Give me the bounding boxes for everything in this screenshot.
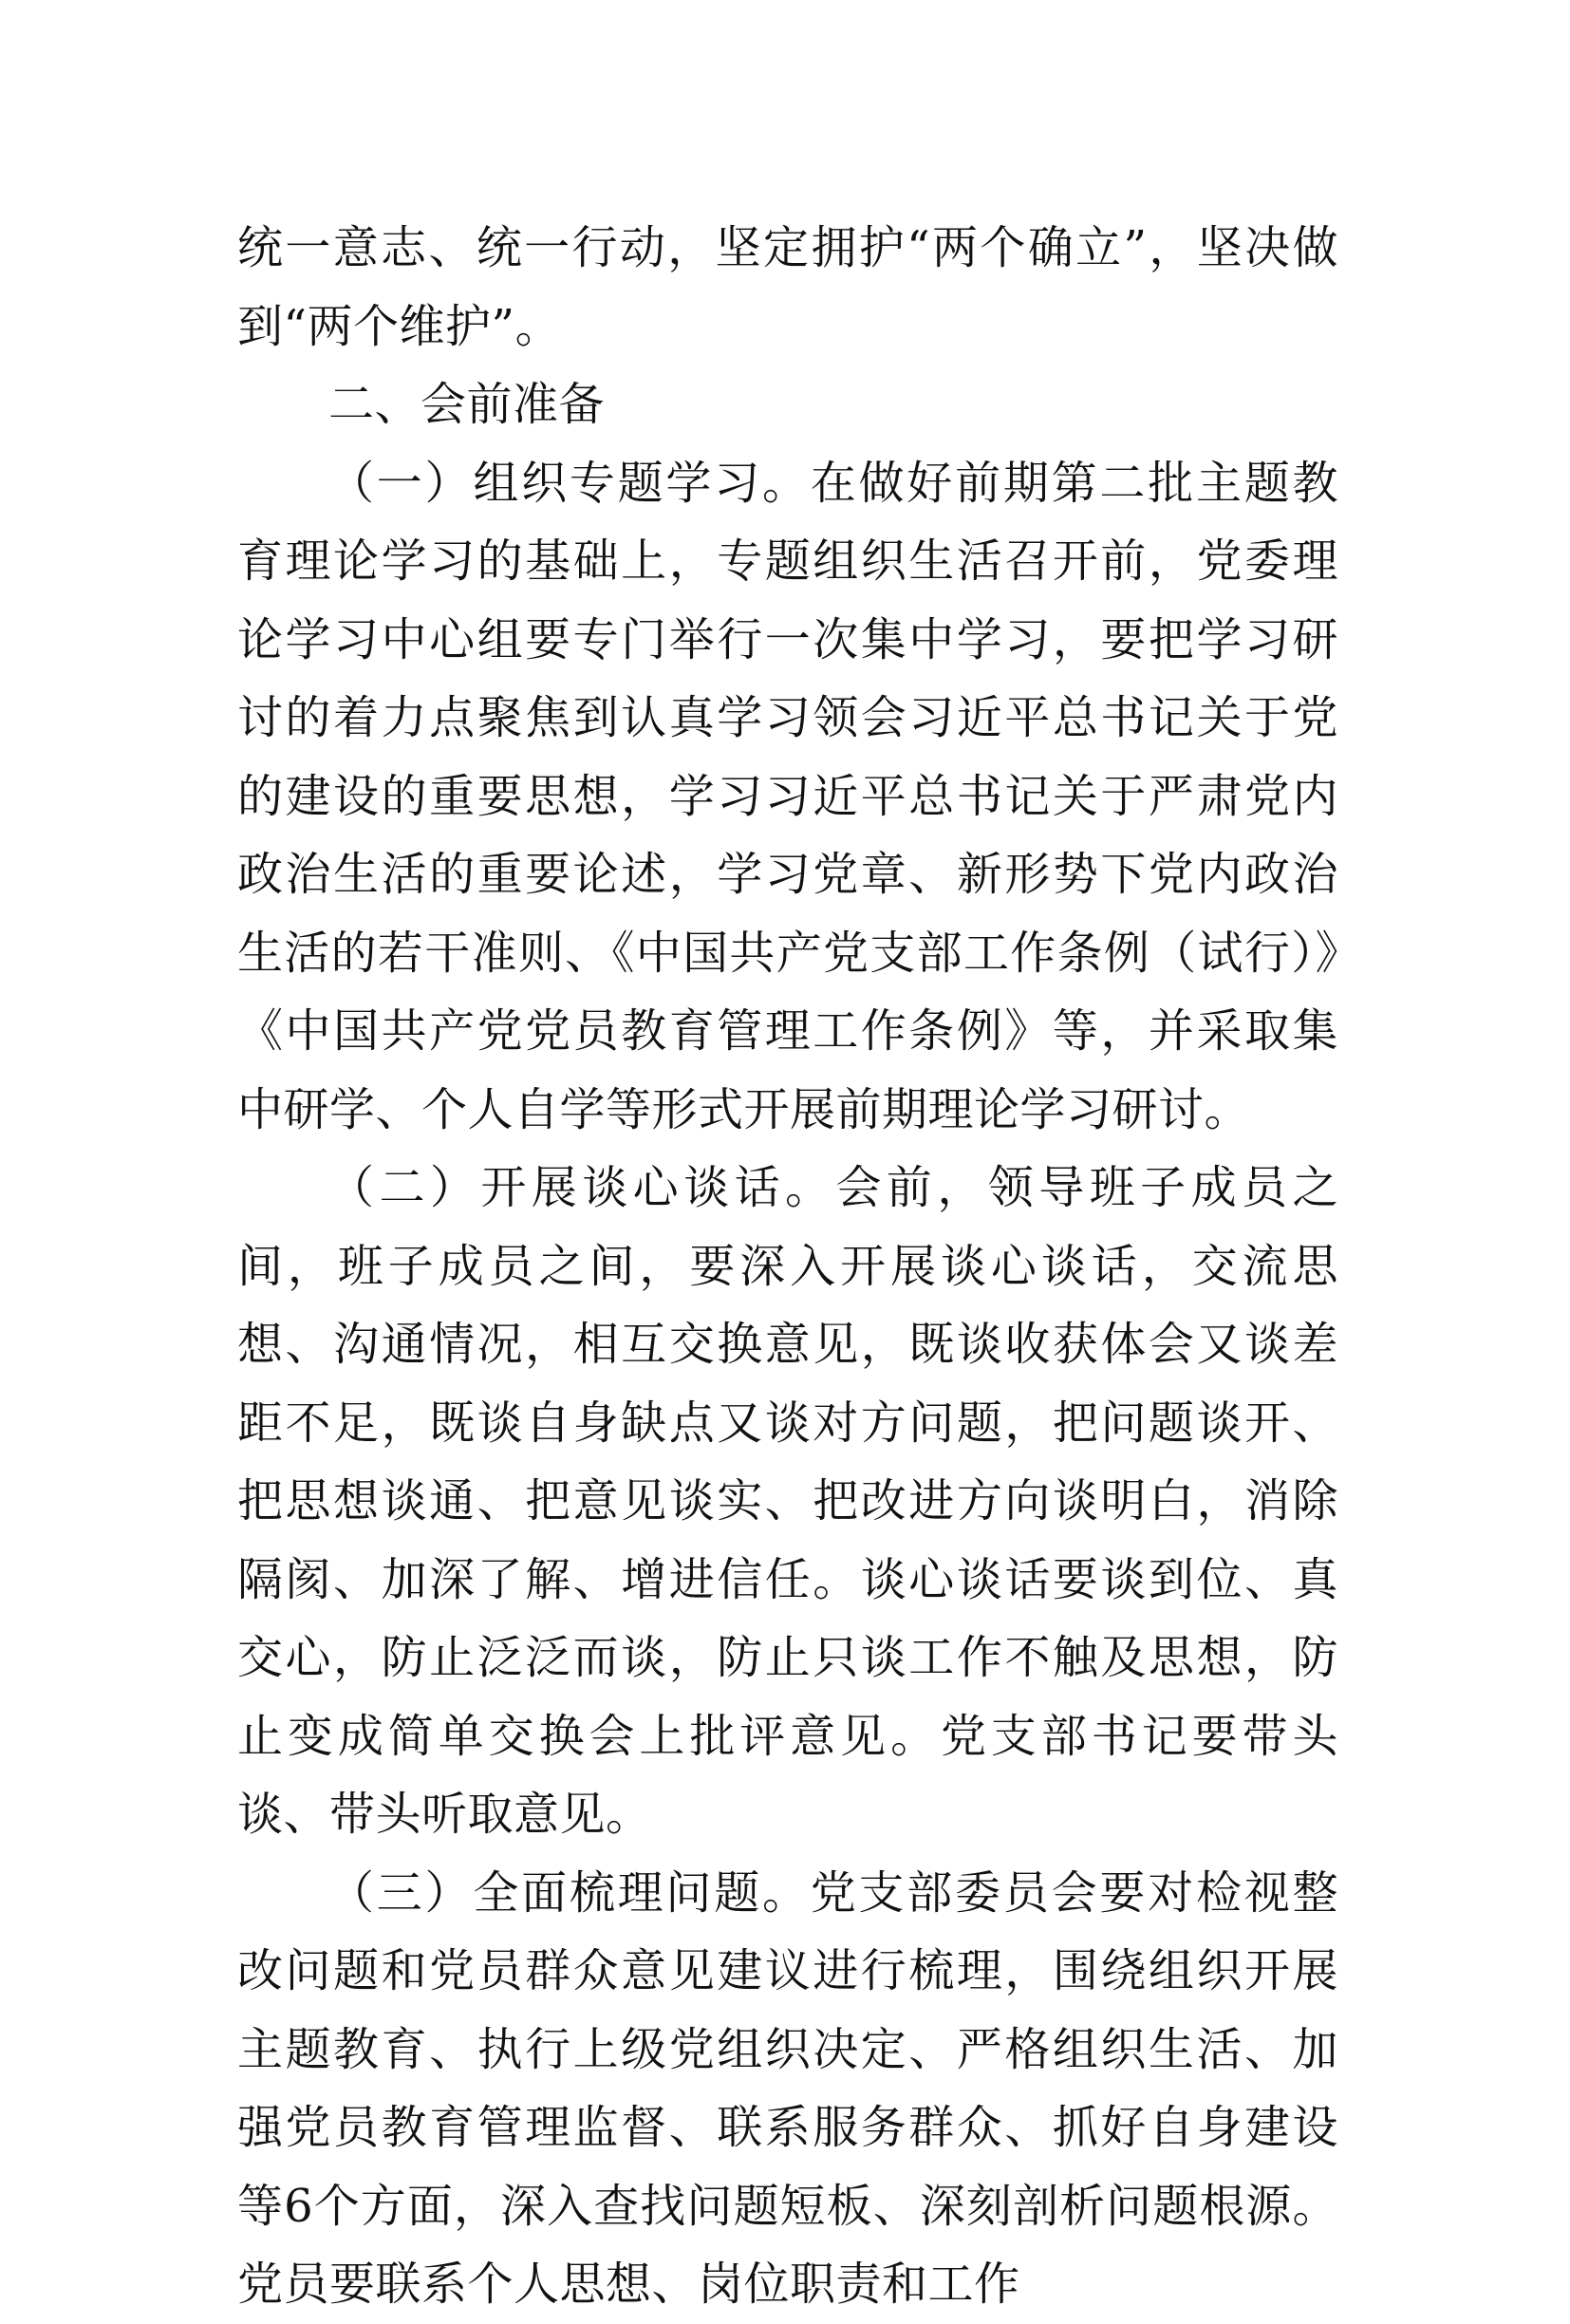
- paragraph-sort-out-problems: （三）全面梳理问题。党支部委员会要对检视整改问题和党员群众意见建议进行梳理，围绕组织开展主题教育、执行上级党组织决定、严格组织生活、加强党员教育管理监督、联系服务群众、抓好自身建设等6个方面，深入查找问题短板、深刻剖析问题根源。党员要联系个人思想、岗位职责和工作: [237, 1865, 1338, 2311]
- section-heading: 二、会前准备: [328, 378, 606, 431]
- document-body: [237, 209, 1338, 2324]
- continuation-paragraph: 统一意志、统一行动，坚定拥护“两个确立”，坚决做到“两个维护”。: [237, 221, 1338, 353]
- paragraph-heart-to-heart-talks: （二）开展谈心谈话。会前，领导班子成员之间，班子成员之间，要深入开展谈心谈话，交流思想、沟通情况，相互交换意见，既谈收获体会又谈差距不足，既谈自身缺点又谈对方问题，把问题谈开、把思想谈通、把意见谈实、把改进方向谈明白，消除隔阂、加深了解、增进信任。谈心谈话要谈到位、真交心，防止泛泛而谈，防止只谈工作不触及思想，防止变成简单交换会上批评意见。党支部书记要带头谈、带头听取意见。: [237, 1161, 1338, 1841]
- paragraph-organize-study: （一）组织专题学习。在做好前期第二批主题教育理论学习的基础上，专题组织生活召开前，党委理论学习中心组要专门举行一次集中学习，要把学习研讨的着力点聚焦到认真学习领会习近平总书记关于党的建设的重要思想，学习习近平总书记关于严肃党内政治生活的重要论述，学习党章、新形势下党内政治生活的若干准则、《中国共产党支部工作条例（试行）》《中国共产党党员教育管理工作条例》等，并采取集中研学、个人自学等形式开展前期理论学习研讨。: [237, 456, 1338, 1136]
